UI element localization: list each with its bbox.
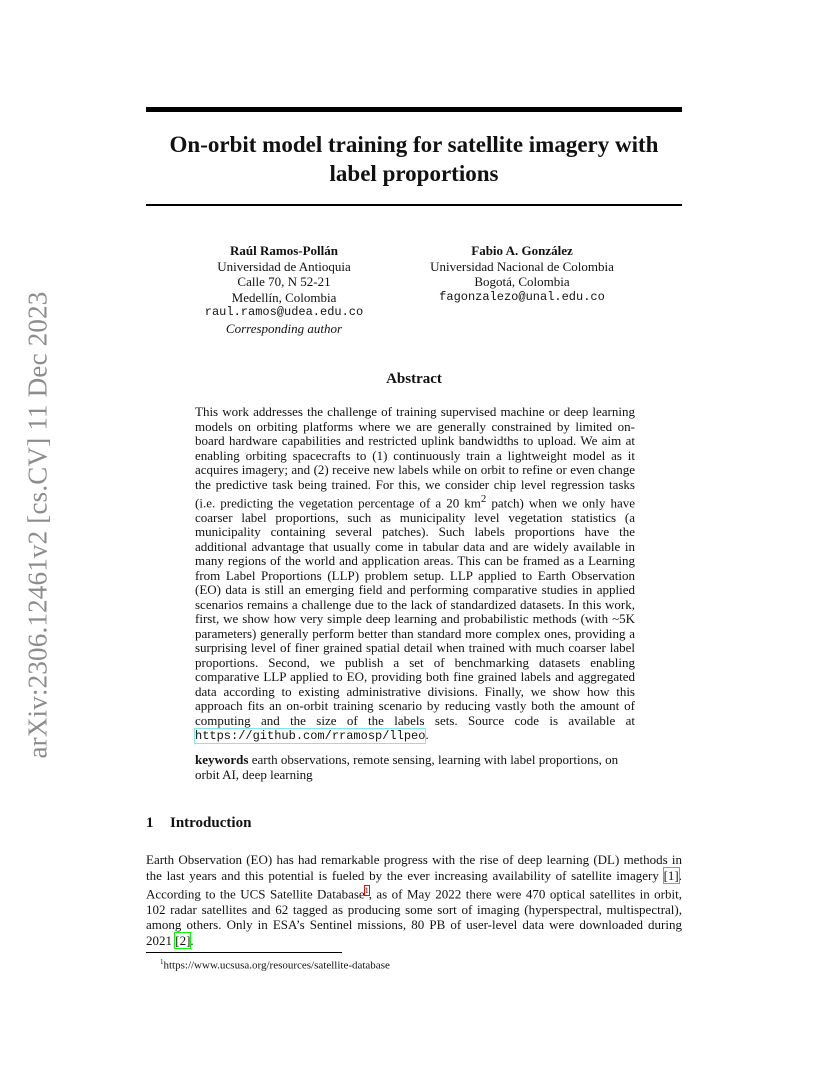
author-address: Calle 70, N 52-21 — [237, 274, 331, 289]
abstract-body — [195, 405, 635, 744]
superscript: 2 — [480, 493, 487, 505]
paper-title — [146, 130, 682, 188]
author-email[interactable]: fagonzalezo@unal.edu.co — [439, 289, 605, 304]
footnote-rule — [146, 952, 342, 953]
intro-text-part-3: , as of May 2022 there were 470 optical satellites in orbit, 102 radar satellites and 62 tagged as producing some sort of imaging (hyperspectral, multispectral), among others. Only in ESA’s Sentinel missions, 80 PB of user-level data were downloaded during 2021 — [146, 886, 682, 948]
author-name: Fabio A. González — [471, 243, 573, 258]
footnote-url: https://www.ucsusa.org/resources/satellite-database — [163, 959, 390, 972]
section-title: Introduction — [170, 815, 252, 831]
author-note: Corresponding author — [225, 320, 343, 336]
paper-title-line-1: On-orbit model training for satellite imagery with — [169, 132, 659, 157]
author-city: Bogotá, Colombia — [474, 274, 570, 289]
source-code-link[interactable]: https://github.com/rramosp/llpeo — [195, 729, 426, 744]
footnote-number: 1 — [160, 958, 164, 966]
abstract-heading: Abstract — [386, 371, 442, 387]
intro-text-part-4: . — [190, 932, 194, 948]
section-heading-introduction — [146, 815, 251, 832]
author-block-2 — [412, 243, 632, 305]
footnote-ref-link[interactable]: 1 — [364, 886, 369, 895]
paper-title-line-2: label proportions — [329, 161, 499, 186]
keywords — [195, 752, 635, 782]
keywords-label: keywords — [195, 752, 249, 767]
keywords-text: earth observations, remote sensing, learning with label proportions, on orbit AI, deep learning — [195, 752, 619, 782]
author-email[interactable]: raul.ramos@udea.edu.co — [204, 305, 364, 319]
author-block-1 — [184, 243, 384, 336]
arxiv-identifier-stamp — [20, 285, 56, 765]
abstract-text-part-1: This work addresses the challenge of training supervised machine or deep learning models on orbiting platforms where we are generally constrained by limited on-board hardware capabilities and restricted uplink bandwidths to upload. We aim at enabling orbiting spacecrafts to (1) continuously train a lightweight model as it acquires imagery; and (2) receive new labels while on orbit to refine or even change the predictive task being trained. For this, we consider chip level regression tasks (i.e. predicting the vegetation percentage of a 20 km — [195, 404, 635, 511]
arxiv-identifier-text: arXiv:2306.12461v2 [cs.CV] 11 Dec 2023 — [22, 291, 53, 759]
citation-link-2[interactable]: [2] — [175, 932, 191, 948]
title-bottom-rule — [146, 204, 682, 206]
author-affiliation: Universidad de Antioquia — [217, 258, 351, 274]
author-affiliation: Universidad Nacional de Colombia — [430, 258, 614, 274]
footnote — [160, 958, 390, 972]
abstract-period: . — [425, 727, 429, 743]
abstract-text-part-2: patch) when we only have coarser label proportions, such as municipality level vegetation statistics (a municipality containing several patches). Such labels proportions have the additional advantage that usually come in tabular data and are widely available in many regions of the world and application areas. This can be framed as a Learning from Label Proportions (LLP) problem setup. LLP applied to Earth Observation (EO) data is still an emerging field and performing comparative studies in applied scenarios remains a challenge due to the lack of standardized datasets. In this work, first, we show how very simple deep learning and probabilistic methods (with ~5K parameters) generally perform better than standard more complex ones, providing a surprising level of finer grained spatial detail when trained with much coarser label proportions. Second, we publish a set of benchmarking datasets enabling comparative LLP applied to EO, providing both fine grained labels and aggregated data according to existing administrative divisions. Finally, we show how this approach fits an on-orbit training scenario by reducing vastly both the amount of computing and the size of the labels sets. Source code is available at — [195, 495, 635, 728]
intro-text-part-2: . According to the UCS Satellite Database — [146, 867, 682, 902]
author-name: Raúl Ramos-Pollán — [230, 243, 338, 258]
intro-text-part-1: Earth Observation (EO) has had remarkable progress with the rise of deep learning (DL) methods in the last years and this potential is fueled by the ever increasing availability of satellite imagery — [146, 852, 682, 883]
section-number: 1 — [146, 815, 154, 831]
introduction-paragraph — [146, 852, 682, 948]
author-city: Medellín, Colombia — [231, 289, 337, 305]
title-top-rule — [146, 107, 682, 112]
citation-link-1[interactable]: [1] — [663, 867, 679, 883]
